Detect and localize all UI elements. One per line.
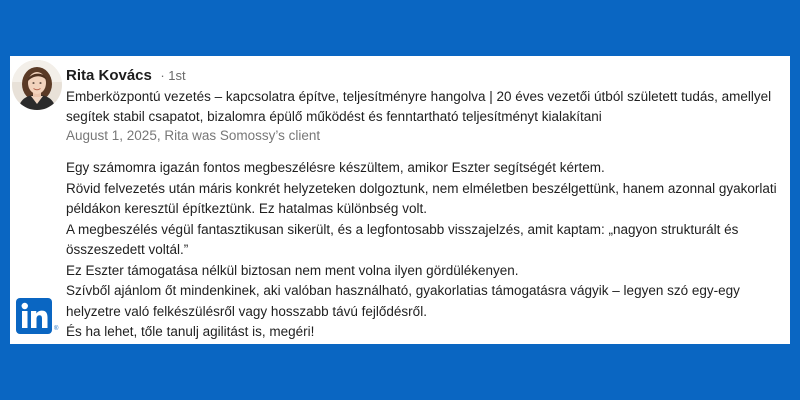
recommendation-paragraph: Szívből ajánlom őt mindenkinek, aki valóban használható, gyakorlatias támogatásra vágyik – legyen szó egy-egy helyzetre való felkészülésről vagy hosszabb távú fejlődésről. <box>66 283 740 319</box>
recommendation-paragraph: Egy számomra igazán fontos megbeszélésre készültem, amikor Eszter segítségét kértem. <box>66 160 605 175</box>
reviewer-headline: Emberközpontú vezetés – kapcsolatra építve, teljesítményre hangolva | 20 éves vezetői útból született tudás, amellyel segítek stabil csapatot, bizalomra épülő működést és fenntartható teljesítményt kialakítani <box>66 89 772 124</box>
recommendation-paragraph: Rövid felvezetés után máris konkrét helyzeteken dolgoztunk, nem elméletben beszélgettünk, hanem azonnal gyakorlati példákon keresztül építkeztünk. Ez hatalmas különbség volt. <box>66 180 777 216</box>
recommendation-paragraph: És ha lehet, tőle tanulj agilitást is, megéri! <box>66 324 315 339</box>
linkedin-logo-icon <box>16 298 52 334</box>
connection-degree: · 1st <box>160 68 186 83</box>
reviewer-name-row <box>66 66 186 86</box>
recommendation-text <box>66 158 781 343</box>
reviewer-name[interactable]: Rita Kovács <box>66 67 152 84</box>
recommendation-relation: August 1, 2025, Rita was Somossy’s client <box>66 128 321 143</box>
recommendation-paragraph: A megbeszélés végül fantasztikusan sikerült, és a legfontosabb visszajelzés, amit kaptam: „nagyon strukturált és összeszedett voltál.” <box>66 221 739 257</box>
recommendation-paragraph: Ez Eszter támogatása nélkül biztosan nem ment volna ilyen gördülékenyen. <box>66 262 519 278</box>
user-avatar-icon <box>12 60 62 110</box>
avatar[interactable] <box>12 60 62 110</box>
recommendation-card <box>10 56 790 344</box>
registered-mark: ® <box>54 326 59 332</box>
